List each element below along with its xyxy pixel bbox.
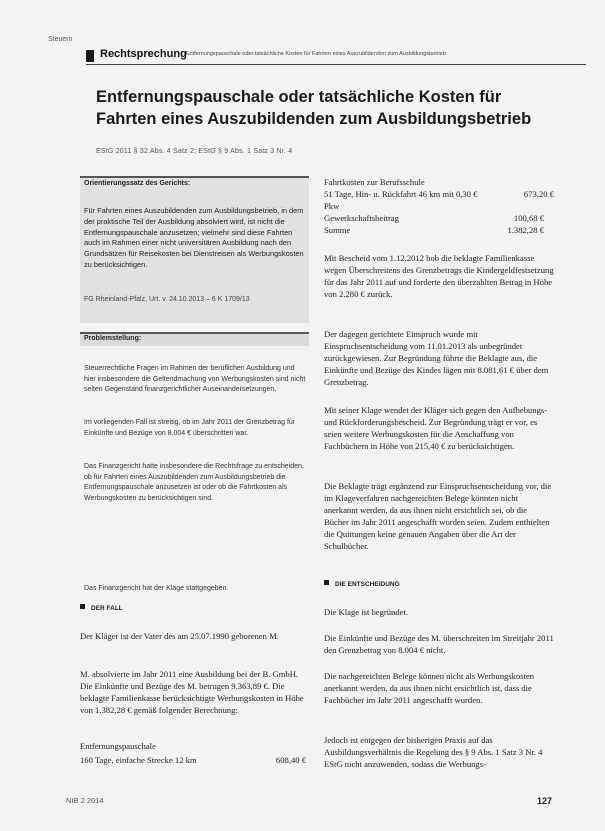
school-calc-row: [324, 188, 554, 200]
case-heading: [80, 604, 123, 612]
decision-paragraph-4: Jedoch ist entgegen der bisherigen Praxis auf das Ausbildungsverhältnis die Regelung des § 9 Abs. 1 Satz 3 Nr. 4 EStG nicht anzuwenden, sodass die Werbungs-: [324, 735, 543, 769]
school-calc-text: 51 Tage, Hin- u. Rückfahrt 46 km mit 0,30 €: [324, 189, 478, 199]
orientation-heading: Orientierungssatz des Gerichts:: [84, 180, 191, 187]
article-title: [96, 86, 556, 130]
decision-heading-text: DIE ENTSCHEIDUNG: [335, 581, 400, 588]
decision-paragraph-2: Die Einkünfte und Bezüge des M. überschreiten im Streitjahr 2011 den Grenzbetrag von 8.004 € nicht.: [324, 633, 554, 655]
right-paragraph-3: Mit seiner Klage wendet der Kläger sich gegen den Aufhebungs- und Rückforderungsbescheid. Zur Begründung trägt er vor, es seien weitere Werbungskosten für die Anschaffung von Fachbüchern in Höhe von 215,40 € zu berücksichtigen.: [324, 405, 548, 451]
decision-paragraph-1: Die Klage ist begründet.: [324, 607, 409, 617]
heading-bullet: [324, 580, 329, 585]
page-footer: [66, 796, 552, 810]
problem-heading: Problemstellung:: [84, 335, 142, 342]
running-headline: Entfernungspauschale oder tatsächliche Kosten für Fahrten eines Auszubildenden zum Ausbildungsbetrieb: [186, 51, 446, 57]
calc-row-value: 608,40 €: [275, 755, 306, 765]
right-paragraph-4: Die Beklagte trägt ergänzend zur Einspruchsentscheidung vor, die im Klageverfahren nachgereichten Belege könnten nicht anerkannt werden, da aus ihnen nicht ersichtlich sei, ob die Bücher im Jahr 2011 angeschafft worden seien. Zudem enthielten die Quittungen keine genauen Angaben über die Art der Schulbücher.: [324, 481, 552, 551]
case-heading-text: DER FALL: [91, 605, 123, 612]
sum-value: 1.382,28 €: [507, 225, 544, 235]
decision-paragraph-3: Die nachgereichten Belege können nicht als Werbungskosten anerkannt werden, da aus ihnen nicht ersichtlich ist, dass die Fachbücher im Jahr 2011 angeschafft wurden.: [324, 671, 535, 705]
calc-row-text: 160 Tage, einfache Strecke 12 km: [80, 755, 197, 765]
case-paragraph-1: Der Kläger ist der Vater des am 25.07.1990 geborenen M.: [80, 631, 279, 641]
title-line-2: Fahrten eines Auszubildenden zum Ausbildungsbetrieb: [96, 110, 532, 128]
page-number: 127: [536, 796, 552, 806]
heading-bullet: [80, 604, 85, 609]
court-source: FG Rheinland-Pfalz, Urt. v. 24.10.2013 – 6 K 1709/13: [84, 296, 250, 303]
school-calc-label: Fahrtkosten zur Berufsschule: [324, 177, 425, 187]
problem-paragraph-3: Das Finanzgericht hatte insbesondere die Rechtsfrage zu entscheiden, ob für Fahrten eines Auszubildenden zum Ausbildungsbetrieb die Entfernungspauschale anzusetzen ist oder ob die Fahrtkosten als Werbungskosten zu berücksichtigen sind.: [84, 463, 304, 502]
rubric-label: Rechtsprechung: [100, 48, 187, 60]
orientation-text: Für Fahrten eines Auszubildenden zum Ausbildungsbetrieb, in dem der praktische Teil der Ausbildung absolviert wird, ist nicht die Entfernungspauschale anzusetzen; vielmehr sind diese Fahrten auch im Rahmen einer nicht universitären Ausbildung nach den Grundsätzen für Reisekosten bei Dienstreisen als Werbungskosten zu berücksichtigen.: [84, 206, 304, 269]
right-paragraph-1: Mit Bescheid vom 1.12.2012 hob die beklagte Familienkasse wegen Überschreitens des Grenzbetrags die Kindergeldfestsetzung für das Jahr 2011 auf und forderte den überzahlten Betrag in Höhe von 2.280 € zurück.: [324, 253, 554, 299]
calc-label: Entfernungspauschale: [80, 741, 156, 751]
union-row: [324, 212, 544, 224]
section-marker: [86, 50, 94, 62]
legal-citation: EStG 2011 § 32 Abs. 4 Satz 2; EStG § 9 Abs. 1 Satz 3 Nr. 4: [96, 148, 293, 155]
sum-label: Summe: [324, 225, 351, 235]
union-label: Gewerkschaftsbeitrag: [324, 213, 399, 223]
right-paragraph-2: Der dagegen gerichtete Einspruch wurde mit Einspruchsentscheidung vom 11.01.2013 als unbegründet zurückgewiesen. Zur Begründung führte die Beklagte aus, die Einkünfte und Bezüge des Kindes lägen mit 8.081,61 € über dem Grenzbetrag.: [324, 329, 549, 387]
union-value: 100,68 €: [513, 213, 544, 223]
problem-paragraph-2: Im vorliegenden Fall ist streitig, ob im Jahr 2011 der Grenzbetrag für Einkünfte und Bezüge von 8.004 € überschritten war.: [84, 419, 296, 437]
section-label: Steuern: [48, 36, 73, 43]
journal-issue: NIB 2 2014: [66, 796, 104, 805]
title-line-1: Entfernungspauschale oder tatsächliche Kosten für: [96, 88, 502, 106]
calc-row-commute: [80, 754, 306, 766]
sum-row: [324, 224, 544, 236]
pkw-label: Pkw: [324, 201, 340, 211]
header-bar: [86, 48, 586, 65]
problem-paragraph-1: Steuerrechtliche Fragen im Rahmen der beruflichen Ausbildung und hier insbesondere die Geltendmachung von Werbungskosten sind nicht selten Gegenstand finanzgerichtlicher Auseinandersetzungen.: [84, 365, 306, 394]
school-calc-value: 673,20 €: [523, 189, 554, 199]
case-paragraph-2: M. absolvierte im Jahr 2011 eine Ausbildung bei der B. GmbH. Die Einkünfte und Bezüge des M. betrugen 9.363,89 €. Die beklagte Familienkasse berücksichtigte Werbungskosten in Höhe von 1.382,28 € gemäß folgender Berechnung:: [80, 669, 304, 715]
decision-heading: [324, 580, 400, 588]
problem-paragraph-4: Das Finanzgericht hat der Klage stattgegeben.: [84, 585, 229, 592]
